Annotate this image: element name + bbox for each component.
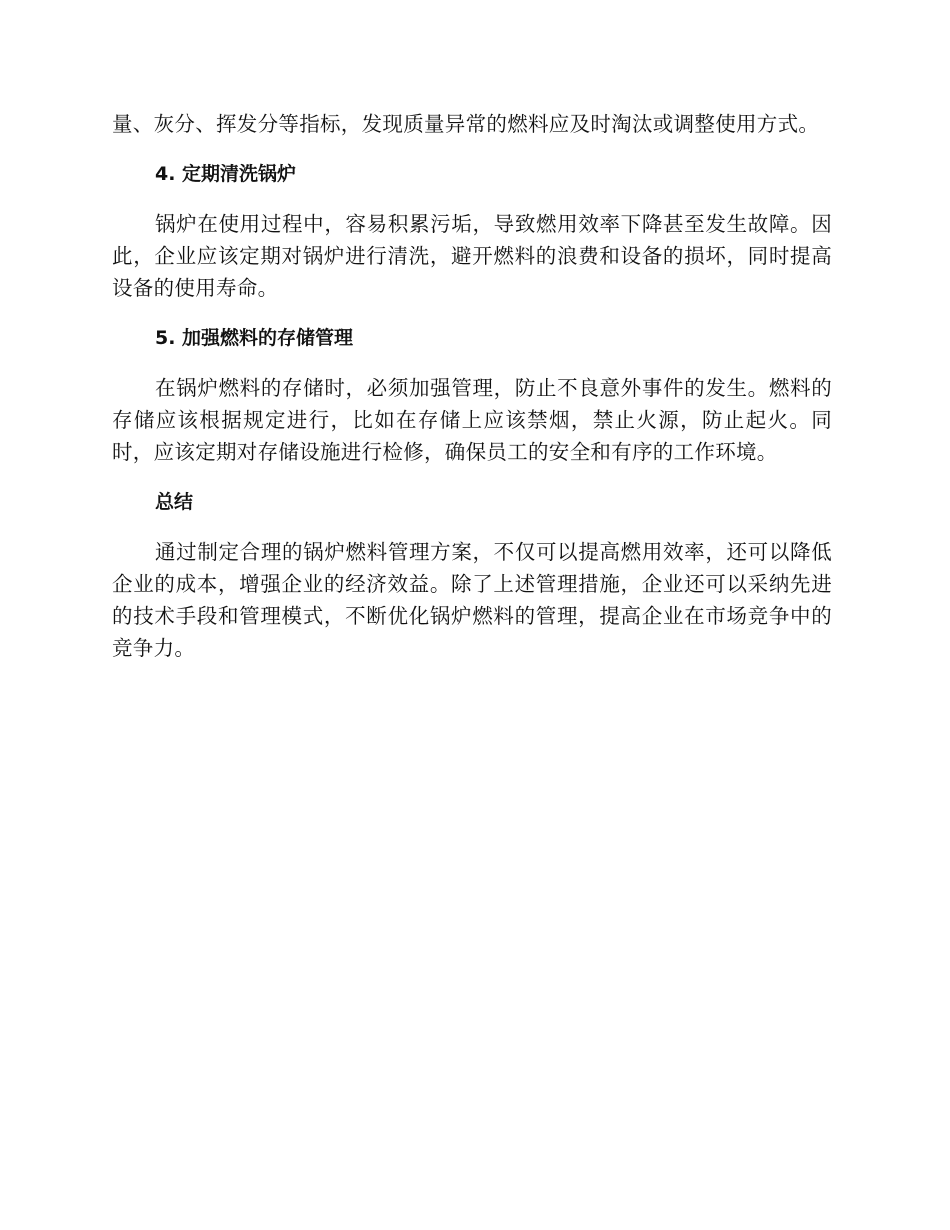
summary-paragraph: 通过制定合理的锅炉燃料管理方案，不仅可以提高燃用效率，还可以降低企业的成本，增强企业的经济效益。除了上述管理措施，企业还可以采纳先进的技术手段和管理模式，不断优化锅炉燃料的管理，提高企业在市场竞争中的竞争力。 <box>112 540 832 660</box>
section-5-heading: 5. 加强燃料的存储管理 <box>155 327 354 349</box>
intro-continuation-paragraph: 量、灰分、挥发分等指标，发现质量异常的燃料应及时淘汰或调整使用方式。 <box>112 112 820 136</box>
summary-heading: 总结 <box>155 491 194 513</box>
section-4-heading: 4. 定期清洗锅炉 <box>155 163 297 185</box>
document-page <box>112 108 832 664</box>
section-5-paragraph: 在锅炉燃料的存储时，必须加强管理，防止不良意外事件的发生。燃料的存储应该根据规定进行，比如在存储上应该禁烟，禁止火源，防止起火。同时，应该定期对存储设施进行检修，确保员工的安全和有序的工作环境。 <box>112 376 832 464</box>
section-4-paragraph: 锅炉在使用过程中，容易积累污垢，导致燃用效率下降甚至发生故障。因此，企业应该定期对锅炉进行清洗，避开燃料的浪费和设备的损坏，同时提高设备的使用寿命。 <box>112 212 832 300</box>
